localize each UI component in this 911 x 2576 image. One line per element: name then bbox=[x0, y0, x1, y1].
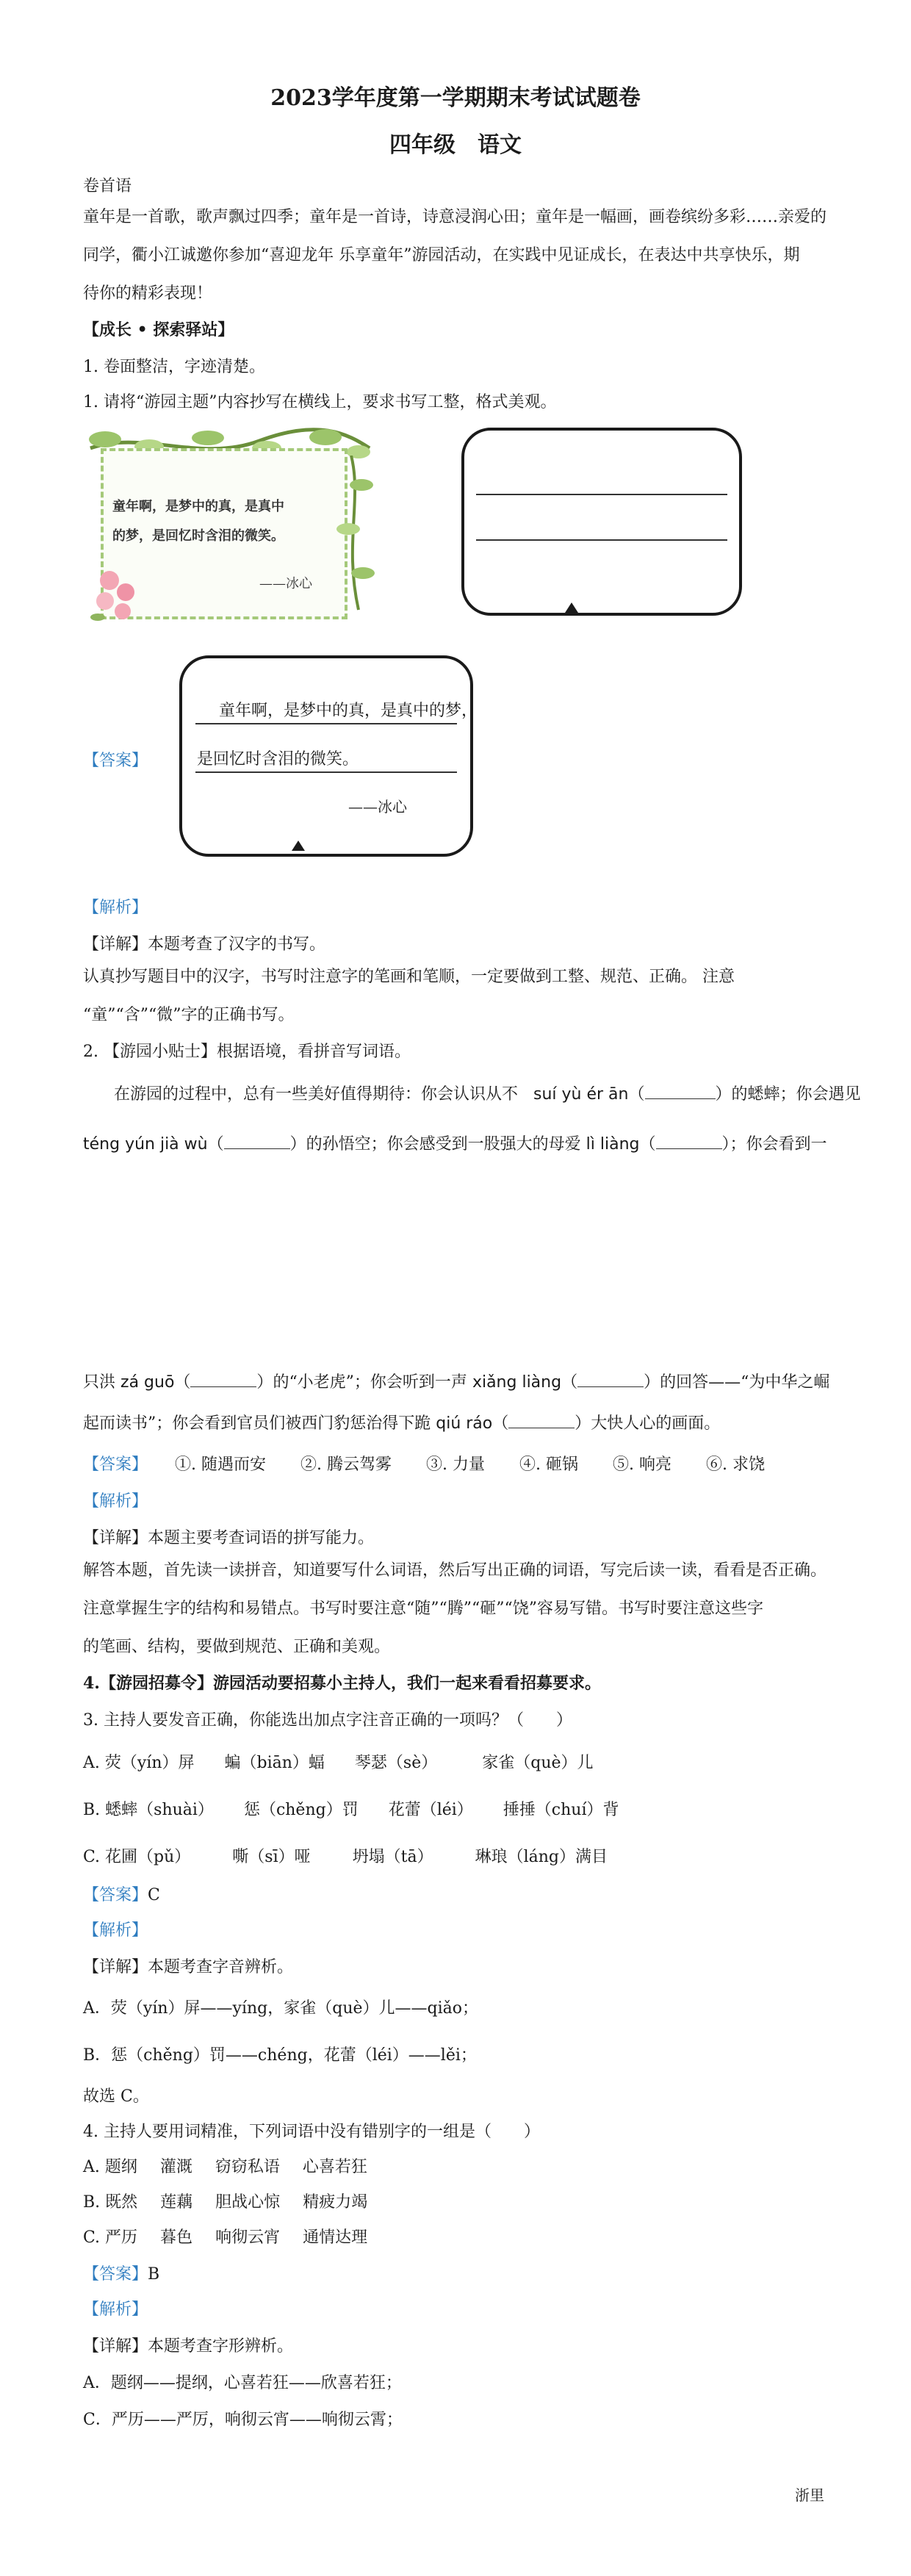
poster-author: ——冰心 bbox=[259, 576, 312, 591]
answer-value: C bbox=[148, 1886, 160, 1904]
answer-label: 【答案】 bbox=[83, 1886, 148, 1904]
q4-analysis-label: 【解析】 bbox=[83, 2300, 148, 2319]
pinyin-prompt: xiǎng liàng bbox=[472, 1373, 562, 1392]
context-text: 的回答——“为中华之崛 bbox=[660, 1373, 830, 1392]
q3-analysis-label: 【解析】 bbox=[83, 1921, 148, 1940]
preface-line: 同学，衢小江诚邀你参加“喜迎龙年 乐享童年”游园活动，在实践中见证成长，在表达中共享快乐，期 bbox=[83, 246, 800, 265]
q3-answer bbox=[83, 1882, 160, 1905]
detail-line: 注意掌握生字的结构和易错点。书写时要注意“随”“腾”“砸”“饶”容易写错。书写时要注意这些字 bbox=[83, 1600, 763, 1618]
q1-detail bbox=[83, 932, 325, 954]
section-heading: 【成长 • 探索驿站】 bbox=[83, 320, 234, 339]
q3-detail bbox=[83, 1954, 293, 1977]
writing-line bbox=[476, 494, 727, 495]
preface-line: 童年是一首歌，歌声飘过四季；童年是一首诗，诗意浸润心田；童年是一幅画，画卷缤纷多彩……亲爱的 bbox=[83, 208, 827, 226]
q4-option-a[interactable] bbox=[83, 2154, 367, 2177]
bubble-pointer-icon bbox=[292, 841, 305, 851]
q4-detail-line: A．题纲——提纲，心喜若狂——欣喜若狂； bbox=[83, 2374, 402, 2392]
q2-answer bbox=[83, 1452, 765, 1475]
writing-line bbox=[195, 723, 457, 724]
context-text: 的“小老虎”；你会听到一声 bbox=[273, 1373, 467, 1392]
poster-line: 童年啊，是梦中的真，是真中 bbox=[112, 499, 284, 514]
answer-label: 【答案】 bbox=[83, 1456, 148, 1474]
pinyin-prompt: lì liàng bbox=[586, 1135, 640, 1154]
bubble-pointer-icon bbox=[565, 602, 578, 613]
pinyin-prompt: zá guō bbox=[120, 1373, 175, 1392]
q4-option-c[interactable] bbox=[83, 2225, 367, 2248]
option-item: A. 荧（yín）屏 bbox=[83, 1754, 195, 1772]
answer-item: ①. 随遇而安 bbox=[175, 1456, 267, 1474]
answer-blank[interactable] bbox=[190, 1386, 256, 1387]
q1-prompt: 1. 请将“游园主题”内容抄写在横线上，要求书写工整，格式美观。 bbox=[83, 393, 557, 411]
detail-text: 本题考查字形辨析。 bbox=[148, 2337, 294, 2356]
q2-context-line: 起而读书”；你会看到官员们被西门豹惩治得下跪 qiú ráo（ ）大快人心的画面。 bbox=[83, 1414, 721, 1433]
option-item: C. 花圃（pǔ） bbox=[83, 1848, 191, 1866]
context-text: 的蟋蟀；你会遇见 bbox=[731, 1085, 861, 1104]
option-item: 通情达理 bbox=[303, 2228, 368, 2247]
option-item: 惩（chěng）罚 bbox=[243, 1801, 359, 1819]
answer-bubble-blank bbox=[461, 428, 742, 616]
q3-conclusion: 故选 C。 bbox=[83, 2087, 149, 2106]
answer-blank[interactable] bbox=[577, 1386, 644, 1387]
q3-option-a[interactable] bbox=[83, 1750, 594, 1773]
detail-line: 解答本题，首先读一读拼音，知道要写什么词语，然后写出正确的词语，写完后读一读，看看是否正确。 bbox=[83, 1561, 827, 1580]
q1-detail-lines bbox=[83, 958, 735, 1035]
detail-line: 的笔画、结构，要做到规范、正确和美观。 bbox=[83, 1638, 391, 1656]
detail-label: 【详解】 bbox=[83, 2337, 148, 2356]
poster-line: 的梦，是回忆时含泪的微笑。 bbox=[112, 528, 284, 544]
answer-author: ——冰心 bbox=[348, 798, 407, 816]
answer-blank[interactable] bbox=[656, 1148, 722, 1149]
q2-analysis-label: 【解析】 bbox=[83, 1492, 148, 1511]
option-item: 心喜若狂 bbox=[302, 2158, 367, 2176]
q3-detail-line: A．荧（yín）屏——yíng，家雀（què）儿——qiǎo； bbox=[83, 1999, 478, 2018]
section-heading: 4.【游园招募令】游园活动要招募小主持人，我们一起来看看招募要求。 bbox=[83, 1674, 601, 1693]
q1-answer-label: 【答案】 bbox=[83, 752, 148, 770]
answer-line: 是回忆时含泪的微笑。 bbox=[197, 750, 359, 769]
q3-prompt: 3. 主持人要发音正确，你能选出加点字注音正确的一项吗？（ ） bbox=[83, 1711, 572, 1730]
pinyin-prompt: qiú ráo bbox=[436, 1414, 493, 1433]
answer-item: ⑤. 响亮 bbox=[613, 1456, 672, 1474]
option-item: 窃窃私语 bbox=[215, 2158, 280, 2176]
detail-text: 本题主要考查词语的拼写能力。 bbox=[148, 1529, 375, 1547]
detail-text: 本题考查了汉字的书写。 bbox=[148, 935, 326, 954]
answer-item: ⑥. 求饶 bbox=[706, 1456, 766, 1474]
pinyin-prompt: téng yún jià wù bbox=[83, 1135, 208, 1154]
q2-detail bbox=[83, 1525, 374, 1548]
q2-context-line: 只洪 zá guō（ ）的“小老虎”；你会听到一声 xiǎng liàng（ ）的回答——“为中华之崛 bbox=[83, 1373, 830, 1392]
detail-line: “童”“含”“微”字的正确书写。 bbox=[83, 1006, 295, 1024]
option-item: B. 既然 bbox=[83, 2193, 138, 2212]
q2-prompt: 2. 【游园小贴士】根据语境，看拼音写词语。 bbox=[83, 1043, 411, 1061]
answer-label: 【答案】 bbox=[83, 2265, 148, 2284]
option-item: 琳琅（láng）满目 bbox=[475, 1848, 608, 1866]
theme-poster bbox=[83, 426, 371, 625]
requirement-text: 1. 卷面整洁，字迹清楚。 bbox=[83, 358, 265, 376]
option-item: 捶捶（chuí）背 bbox=[503, 1801, 619, 1819]
context-text: ；你会看到一 bbox=[730, 1135, 827, 1154]
pinyin-prompt: suí yù ér ān bbox=[533, 1085, 629, 1104]
writing-line bbox=[476, 539, 727, 541]
detail-label: 【详解】 bbox=[83, 1529, 148, 1547]
option-item: 嘶（sī）哑 bbox=[232, 1848, 311, 1866]
context-text: 只洪 bbox=[83, 1373, 116, 1392]
detail-text: 本题考查字音辨析。 bbox=[148, 1958, 294, 1976]
option-item: 灌溉 bbox=[159, 2158, 192, 2176]
page-subtitle: 四年级 语文 bbox=[389, 132, 522, 158]
option-item: 蝙（biān）蝠 bbox=[224, 1754, 325, 1772]
q4-detail bbox=[83, 2334, 293, 2356]
option-item: 琴瑟（sè） bbox=[354, 1754, 438, 1772]
option-item: A. 题纲 bbox=[83, 2158, 137, 2176]
q3-option-b[interactable] bbox=[83, 1797, 619, 1820]
writing-line bbox=[195, 771, 457, 773]
q4-prompt: 4. 主持人要用词精准，下列词语中没有错别字的一组是（ ） bbox=[83, 2123, 540, 2141]
q2-context-line: téng yún jià wù（ ）的孙悟空；你会感受到一股强大的母爱 lì liàng（ ）；你会看到一 bbox=[83, 1135, 827, 1154]
option-item: 花蕾（léi） bbox=[388, 1801, 473, 1819]
q2-context-line: 在游园的过程中，总有一些美好值得期待：你会认识从不 suí yù ér ān（ ）的蟋蟀；你会遇见 bbox=[114, 1085, 861, 1104]
q3-detail-line: B．惩（chěng）罚——chéng，花蕾（léi）——lěi； bbox=[83, 2046, 477, 2065]
q4-detail-line: C．严历——严厉，响彻云宵——响彻云霄； bbox=[83, 2411, 403, 2429]
q4-option-b[interactable] bbox=[83, 2190, 367, 2212]
leaf-decoration-icon bbox=[336, 456, 381, 617]
context-text: 在游园的过程中，总有一些美好值得期待：你会认识从不 bbox=[114, 1085, 519, 1104]
rose-flowers-icon bbox=[89, 566, 148, 625]
q2-detail-lines bbox=[83, 1552, 827, 1666]
answer-blank[interactable] bbox=[645, 1098, 716, 1099]
answer-item: ②. 腾云驾雾 bbox=[300, 1456, 392, 1474]
context-text: 的孙悟空；你会感受到一股强大的母爱 bbox=[306, 1135, 581, 1154]
detail-label: 【详解】 bbox=[83, 1958, 148, 1976]
q1-analysis-label: 【解析】 bbox=[83, 899, 148, 917]
q3-option-c[interactable] bbox=[83, 1844, 608, 1867]
preface-label: 卷首语 bbox=[83, 177, 132, 195]
option-item: 响彻云宵 bbox=[215, 2228, 281, 2247]
option-item: 精疲力竭 bbox=[303, 2193, 368, 2212]
option-item: C. 严历 bbox=[83, 2228, 138, 2247]
answer-item: ④. 砸锅 bbox=[519, 1456, 579, 1474]
detail-line: 认真抄写题目中的汉字，书写时注意字的笔画和笔顺，一定要做到工整、规范、正确。 注意 bbox=[83, 968, 735, 986]
answer-bubble-filled bbox=[179, 655, 478, 857]
answer-value: B bbox=[148, 2265, 160, 2284]
answer-item: ③. 力量 bbox=[426, 1456, 486, 1474]
answer-line: 童年啊，是梦中的真，是真中的梦， bbox=[219, 702, 478, 720]
option-item: 胆战心惊 bbox=[215, 2193, 281, 2212]
context-text: 起而读书”；你会看到官员们被西门豹惩治得下跪 bbox=[83, 1414, 431, 1433]
preface-text bbox=[83, 198, 827, 313]
answer-blank[interactable] bbox=[224, 1148, 290, 1149]
option-item: 莲藕 bbox=[160, 2193, 193, 2212]
preface-line: 待你的精彩表现！ bbox=[83, 284, 213, 303]
option-item: 家雀（què）儿 bbox=[482, 1754, 594, 1772]
page-footer: 浙里 bbox=[795, 2486, 824, 2504]
option-item: 坍塌（tā） bbox=[352, 1848, 433, 1866]
context-text: 大快人心的画面。 bbox=[591, 1414, 721, 1433]
detail-label: 【详解】 bbox=[83, 935, 148, 954]
page-title: 2023学年度第一学期期末考试试题卷 bbox=[270, 85, 641, 111]
q4-answer bbox=[83, 2262, 159, 2284]
option-item: B. 蟋蟀（shuài） bbox=[83, 1801, 214, 1819]
option-item: 暮色 bbox=[160, 2228, 193, 2247]
